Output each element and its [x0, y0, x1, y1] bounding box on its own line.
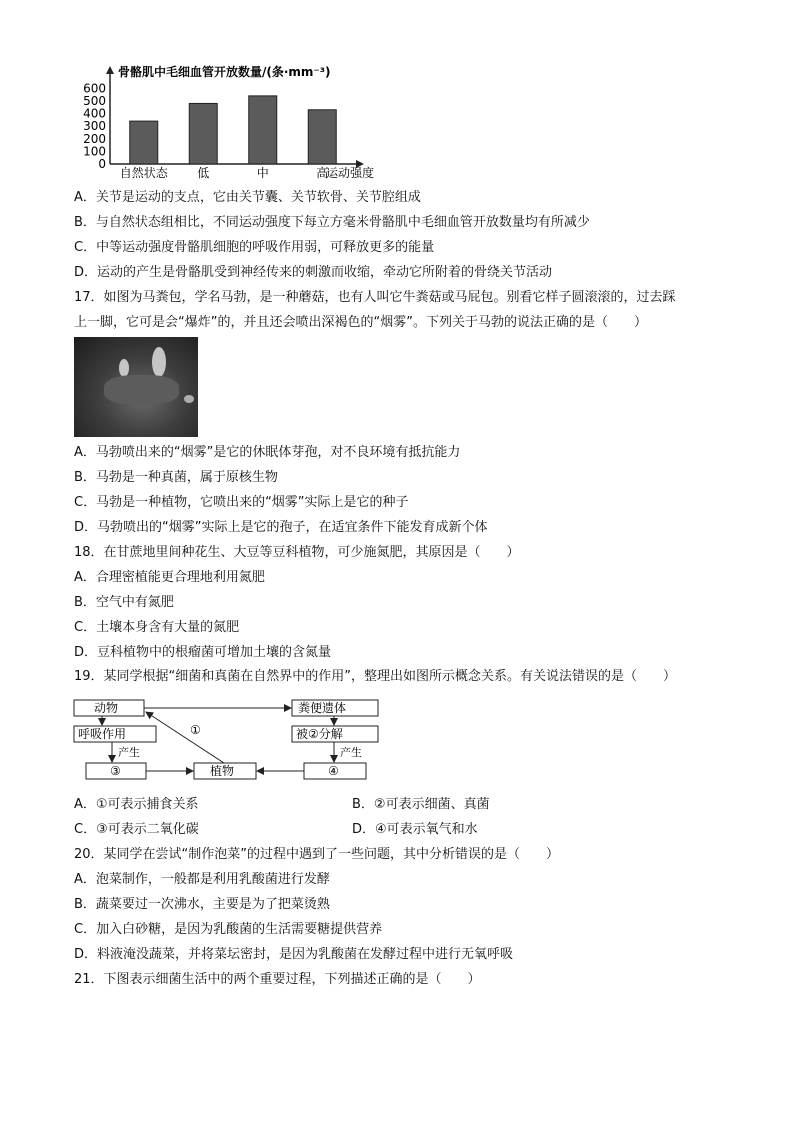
x-tick-label: 自然状态 — [119, 166, 168, 180]
y-axis-arrow — [106, 66, 114, 74]
puffball-photo — [74, 337, 198, 437]
bar-group — [130, 96, 337, 164]
arrow-plant-to-animal — [146, 712, 224, 763]
x-tick-label: 低 — [197, 166, 210, 180]
y-tick-label: 600 — [83, 81, 106, 96]
q20-option-b: B．蔬菜要过一次沸水，主要是为了把菜烫熟 — [74, 897, 330, 912]
q19-option-d: D．④可表示氧气和水 — [352, 822, 478, 837]
concept-diagram — [72, 696, 392, 786]
y-tick-label: 400 — [83, 106, 106, 121]
q17-option-a: A．马勃喷出来的“烟雾”是它的休眠体芽孢，对不良环境有抵抗能力 — [74, 445, 461, 460]
y-tick-labels — [83, 81, 106, 171]
q17-option-b: B．马勃是一种真菌，属于原核生物 — [74, 470, 278, 485]
q16-option-d: D．运动的产生是骨骼肌受到神经传来的刺激而收缩，牵动它所附着的骨绕关节活动 — [74, 265, 553, 280]
y-tick-label: 300 — [83, 119, 106, 134]
animal-label: 动物 — [94, 701, 119, 715]
respiration-label: 呼吸作用 — [78, 727, 127, 741]
y-tick-label: 0 — [98, 157, 106, 171]
q17-option-d: D．马勃喷出的“烟雾”实际上是它的孢子，在适宜条件下能发育成新个体 — [74, 520, 488, 535]
x-axis-label: 运动强度 — [326, 166, 375, 180]
q18-option-b: B．空气中有氮肥 — [74, 595, 174, 610]
q17-stem-line1: 17．如图为马粪包，学名马勃，是一种蘑菇，也有人叫它牛粪菇或马屁包。别看它样子圆滚滚的，过去踩 — [74, 290, 676, 305]
q16-option-c: C．中等运动强度骨骼肌细胞的呼吸作用弱，可释放更多的能量 — [74, 240, 435, 255]
capillary-bar-chart — [70, 60, 410, 185]
q20-option-d: D．料液淹没蔬菜，并将菜坛密封，是因为乳酸菌在发酵过程中进行无氧呼吸 — [74, 947, 514, 962]
q19-option-a: A．①可表示捕食关系 — [74, 797, 199, 812]
q20-stem: 20．某同学在尝试“制作泡菜”的过程中遇到了一些问题，其中分析错误的是（ ） — [74, 847, 560, 862]
plant-label: 植物 — [210, 764, 235, 778]
waste-label: 粪便遗体 — [298, 701, 347, 715]
q18-option-d: D．豆科植物中的根瘤菌可增加土壤的含氮量 — [74, 645, 332, 660]
q17-option-c: C．马勃是一种植物，它喷出来的“烟雾”实际上是它的种子 — [74, 495, 409, 510]
q18-stem: 18．在甘蔗地里间种花生、大豆等豆科植物，可少施氮肥，其原因是（ ） — [74, 545, 520, 560]
q16-option-a: A．关节是运动的支点，它由关节囊、关节软骨、关节腔组成 — [74, 190, 421, 205]
bar-1 — [189, 103, 217, 164]
q20-option-a: A．泡菜制作，一般都是利用乳酸菌进行发酵 — [74, 872, 330, 887]
bar-3 — [308, 110, 336, 164]
q19-option-b: B．②可表示细菌、真菌 — [352, 797, 490, 812]
q21-stem: 21．下图表示细菌生活中的两个重要过程，下列描述正确的是（ ） — [74, 972, 481, 987]
q17-stem-line2: 上一脚，它可是会“爆炸”的，并且还会喷出深褐色的“烟雾”。下列关于马勃的说法正确的是（ ） — [74, 315, 647, 330]
label-1: ① — [190, 723, 201, 737]
x-tick-labels — [120, 165, 329, 180]
y-tick-label: 500 — [83, 93, 106, 108]
chart-title: 骨骼肌中毛细血管开放数量/(条·mm⁻³) — [118, 65, 331, 79]
y-tick-label: 200 — [83, 131, 106, 146]
produce-right-label: 产生 — [340, 746, 362, 759]
decompose-label: 被②分解 — [296, 727, 343, 741]
bar-0 — [130, 121, 158, 164]
x-tick-label: 中 — [256, 166, 269, 180]
box-4-label: ④ — [328, 764, 339, 778]
y-tick-label: 100 — [83, 144, 106, 159]
x-tick-label: 高 — [316, 166, 329, 180]
q18-option-a: A．合理密植能更合理地利用氮肥 — [74, 570, 265, 585]
q16-option-b: B．与自然状态组相比，不同运动强度下每立方毫米骨骼肌中毛细血管开放数量均有所减少 — [74, 215, 590, 230]
q18-option-c: C．土壤本身含有大量的氮肥 — [74, 620, 240, 635]
bar-2 — [249, 96, 277, 164]
produce-left-label: 产生 — [118, 746, 140, 759]
q19-stem: 19．某同学根据“细菌和真菌在自然界中的作用”，整理出如图所示概念关系。有关说法错误的是（ ） — [74, 669, 677, 684]
q20-option-c: C．加入白砂糖，是因为乳酸菌的生活需要糖提供营养 — [74, 922, 383, 937]
box-3-label: ③ — [110, 764, 121, 778]
q19-option-c: C．③可表示二氧化碳 — [74, 822, 199, 837]
